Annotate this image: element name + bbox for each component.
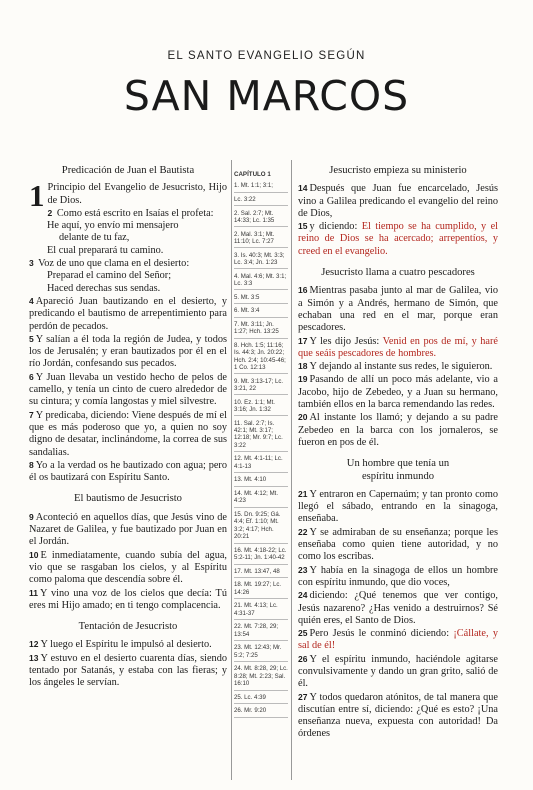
- verse-14: 14 Después que Juan fue encarcelado, Jesús vino a Galilea predicando el evangelio del reino de Dios,: [298, 183, 498, 219]
- section-heading: Un hombre que tenía un: [346, 458, 450, 470]
- cross-ref-entry: 2. Mal. 3:1; Mt. 11:10; Lc. 7:27: [234, 231, 288, 249]
- cross-ref-entry: 6. Mt. 3:4: [234, 307, 288, 317]
- cross-ref-entry: 21. Mt. 4:13; Lc. 4:31-37: [234, 602, 288, 620]
- verse-2: 2 Como está escrito en Isaías el profeta:: [47, 207, 214, 219]
- cross-ref-entry: 11. Sal. 2:7; Is. 42:1; Mt. 3:17; 12:18; Mr. 9:7; Lc. 3:22: [234, 420, 288, 453]
- verse-12: 12 Y luego el Espíritu le impulsó al desierto.: [29, 639, 212, 651]
- cross-ref-entry: 14. Mt. 4:12; Mt. 4:23: [234, 490, 288, 508]
- verse-16: 16 Mientras pasaba junto al mar de Galilea, vio a Simón y a Andrés, hermano de Simón, que echaban una red en el mar, porque eran pescadores.: [298, 285, 498, 334]
- verse-3: 3 Voz de uno que clama en el desierto:: [29, 258, 190, 270]
- verse-23: 23 Y había en la sinagoga de ellos un hombre con espíritu inmundo, que dio voces,: [298, 564, 498, 588]
- words-of-jesus: El tiempo se ha cumplido, y el reino de Dios se ha acercado; arrepentíos, y creed en el evangelio.: [298, 221, 498, 257]
- cross-ref-entry: 23. Mt. 12:43; Mr. 5:2; 7:25: [234, 644, 288, 662]
- section-heading-cont: espíritu inmundo: [361, 470, 435, 482]
- verse-19: 19 Pasando de allí un poco más adelante, vio a Jacobo, hijo de Zebedeo, y a Juan su hermano, también ellos en la barca remendando las redes.: [298, 374, 498, 411]
- words-of-jesus: ¡Cállate, y sal de él!: [298, 628, 498, 652]
- column-divider-right: [291, 160, 292, 780]
- cross-ref-entry: 4. Mal. 4:6; Mt. 3:1; Lc. 3:3: [234, 273, 288, 291]
- verse-13: 13 Y estuvo en el desierto cuarenta días, siendo tentado por Satanás, y estaba con las fieras; y los ángeles le servían.: [29, 652, 227, 689]
- left-text-column: [29, 165, 227, 690]
- cross-ref-entry: 16. Mt. 4:18-22; Lc. 5:2-11; Jn. 1:40-42: [234, 547, 288, 565]
- verse-20: 20 Al instante los llamó; y dejando a su padre Zebedeo en la barca con los jornaleros, se fueron en pos de él.: [298, 412, 498, 448]
- cross-ref-entry: 10. Ez. 1:1; Mt. 3:16; Jn. 1:32: [234, 399, 288, 417]
- cross-ref-entry: 22. Mt. 7:28, 29; 13:54: [234, 623, 288, 641]
- verse-8: 8 Yo a la verdad os he bautizado con agua; pero él os bautizará con Espíritu Santo.: [29, 459, 227, 484]
- verse-7: 7 Y predicaba, diciendo: Viene después de mí el que es más poderoso que yo, a quien no soy digno de desatar, inclinándome, la correa de sus sandalias.: [29, 409, 227, 458]
- cross-ref-entry: 9. Mt. 3:13-17; Lc. 3:21, 22: [234, 378, 288, 396]
- cross-ref-entry: 17. Mt. 13:47, 48: [234, 568, 288, 578]
- cross-references: [234, 171, 288, 721]
- verse-24: 24 diciendo: ¿Qué tenemos que ver contigo, Jesús nazareno? ¿Has venido a destruirnos? Sé quién eres, el Santo de Dios.: [298, 590, 498, 626]
- cross-ref-heading: CAPÍTULO 1: [234, 171, 271, 178]
- right-text-column: [298, 165, 498, 741]
- verse-11: 11 Y vino una voz de los cielos que decía: Tú eres mi Hijo amado; en ti tengo complacencia.: [29, 587, 227, 611]
- verse-15: 15 y diciendo: El tiempo se ha cumplido, y el reino de Dios se ha acercado; arrepentíos, y creed en el evangelio.: [298, 221, 498, 257]
- cross-ref-entry: 1. Mt. 1:1; 3:1;: [234, 182, 288, 192]
- words-of-jesus: Venid en pos de mí, y haré que seáis pescadores de hombres.: [298, 335, 498, 359]
- cross-ref-entry: 12. Mt. 4:1-11; Lc. 4:1-13: [234, 455, 288, 473]
- cross-ref-entry: 24. Mt. 8:28, 29; Lc. 8:28; Mt. 2:23; Sal. 16:10: [234, 665, 288, 690]
- section-heading: Predicación de Juan el Bautista: [61, 165, 195, 176]
- verse-25: 25 Pero Jesús le conminó diciendo: ¡Cállate, y sal de él!: [298, 628, 498, 652]
- section-heading: Tentación de Jesucristo: [78, 621, 178, 633]
- quotation: He aquí, yo envío mi mensajero delante de tu faz, El cual preparará tu camino.: [47, 220, 179, 256]
- verse-17: 17 Y les dijo Jesús: Venid en pos de mí, y haré que seáis pescadores de hombres.: [298, 335, 498, 359]
- cross-ref-entry: 3. Is. 40:3; Mt. 3:3; Lc. 3:4; Jn. 1:23: [234, 252, 288, 270]
- verse-4: 4 Apareció Juan bautizando en el desierto, y predicando el bautismo de arrepentimiento para perdón de pecados.: [29, 295, 227, 332]
- book-title: SAN MARCOS: [123, 72, 410, 120]
- chapter-number: 1: [29, 178, 45, 214]
- verse-18: 18 Y dejando al instante sus redes, le siguieron.: [298, 361, 493, 373]
- cross-ref-entry: 26. Mr. 9:20: [234, 707, 288, 717]
- verse-9: 9 Aconteció en aquellos días, que Jesús vino de Nazaret de Galilea, y fue bautizado por Juan en el Jordán.: [29, 511, 227, 548]
- quotation: Preparad el camino del Señor; Haced derechas sus sendas.: [47, 270, 172, 294]
- cross-ref-entry: 15. Dn. 9:25; Gá. 4:4; Ef. 1:10; Mt. 3:2; 4:17; Hch. 20:21: [234, 511, 288, 544]
- section-heading: Jesucristo llama a cuatro pescadores: [321, 267, 475, 279]
- verse-1: 1 Principio del Evangelio de Jesucristo, Hijo de Dios.: [29, 178, 227, 214]
- cross-ref-entry: Lc. 3:22: [234, 196, 288, 206]
- verse-6: 6 Y Juan llevaba un vestido hecho de pelos de camello, y tenía un cinto de cuero alrededor de su cintura; y comía langostas y miel silvestre.: [29, 371, 227, 408]
- section-heading: Jesucristo empieza su ministerio: [329, 165, 467, 176]
- cross-ref-entry: 7. Mt. 3:11; Jn. 1:27; Hch. 13:25: [234, 321, 288, 339]
- cross-ref-entry: 13. Mt. 4:10: [234, 476, 288, 486]
- book-subtitle: EL SANTO EVANGELIO SEGÚN: [167, 50, 366, 62]
- column-divider-left: [231, 160, 232, 780]
- verse-10: 10 E inmediatamente, cuando subía del agua, vio que se rasgaban los cielos, y al Espíritu como paloma que descendía sobre él.: [29, 549, 227, 586]
- verse-21: 21 Y entraron en Capernaúm; y tan pronto como llegó el sábado, entrando en la sinagoga, enseñaba.: [298, 488, 498, 525]
- verse-22: 22 Y se admiraban de su enseñanza; porque les enseñaba como quien tiene autoridad, y no como los escribas.: [298, 526, 498, 563]
- verse-26: 26 Y el espíritu inmundo, haciéndole agitarse convulsivamente y dando un gran grito, salió de él.: [298, 653, 498, 690]
- section-heading: El bautismo de Jesucristo: [74, 493, 182, 505]
- cross-ref-entry: 8. Hch. 1:5; 11:16; Is. 44:3; Jn. 20:22; Hch. 2:4; 10:45-46; 1 Co. 12:13: [234, 342, 288, 375]
- cross-ref-entry: 2. Sal. 2:7; Mt. 14:33; Lc. 1:35: [234, 210, 288, 228]
- verse-27: 27 Y todos quedaron atónitos, de tal manera que discutían entre sí, diciendo: ¿Qué es esto? ¡Una enseñanza nueva, expuesta con autoridad! Da órdenes: [298, 691, 498, 740]
- cross-ref-entry: 5. Mt. 3:5: [234, 294, 288, 304]
- verse-5: 5 Y salían a él toda la región de Judea, y todos los de Jerusalén; y eran bautizados por él en el río Jordán, confesando sus pecados.: [29, 333, 227, 370]
- cross-ref-entry: 18. Mt. 19:27; Lc. 14:26: [234, 581, 288, 599]
- cross-ref-entry: 25. Lc. 4:39: [234, 694, 288, 704]
